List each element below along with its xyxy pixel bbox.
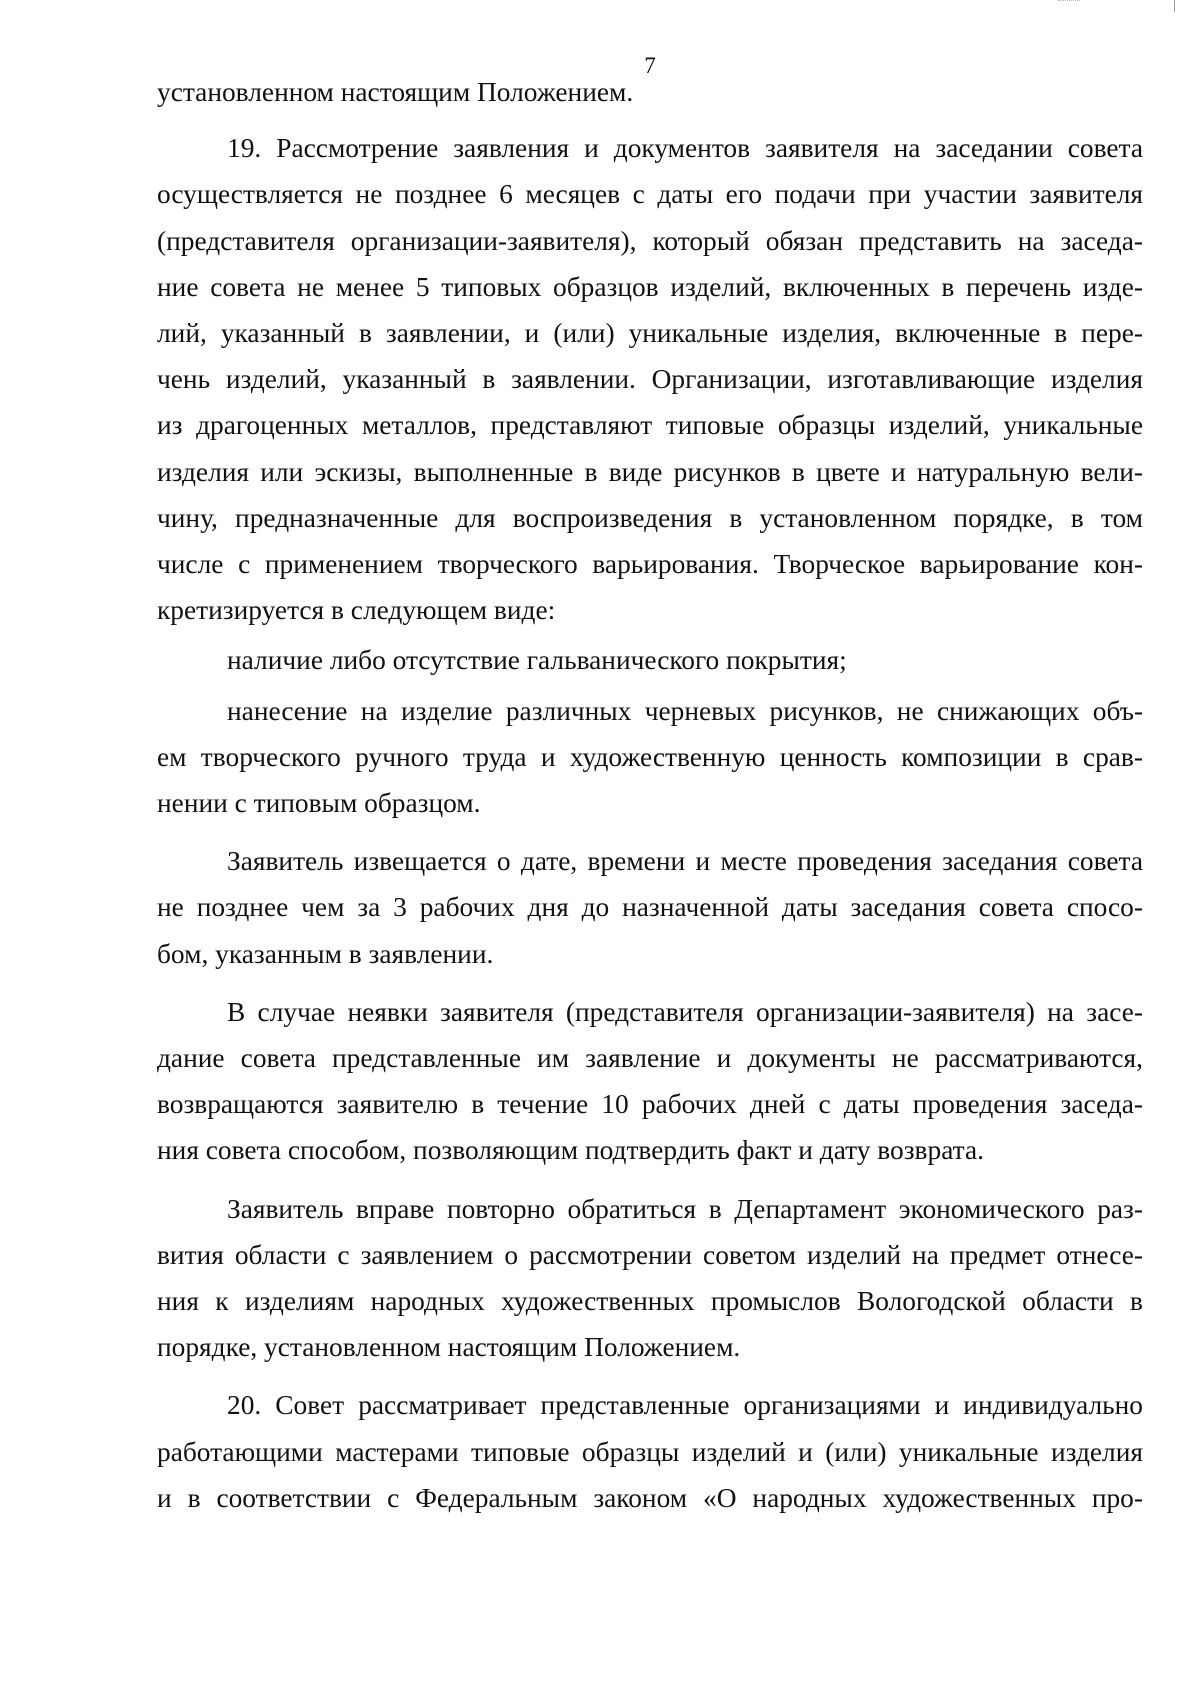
paragraph-line: установленном настоящим Положением. [157,77,634,107]
paragraph [157,125,1143,633]
paragraph-line: чень изделий, указанный в заявлении. Организации, изготавливающие изделия [157,364,1143,395]
paragraph-line: возвращаются заявителю в течение 10 рабочих дней с даты проведения заседа- [157,1089,1143,1120]
paragraph-line: наличие либо отсутствие гальванического покрытия; [227,645,847,676]
paragraph-line: ем творческого ручного труда и художественную ценность композиции в срав- [157,741,1143,772]
paragraph-line: порядке, установленном настоящим Положением. [157,1332,741,1363]
paragraph-line: Заявитель вправе повторно обратиться в Департамент экономического раз- [227,1193,1143,1224]
paragraph [157,989,1143,1174]
paragraph-line: чину, предназначенные для воспроизведения в установленном порядке, в том [157,502,1143,533]
paragraph [157,688,1143,827]
paragraph-line: изделия или эскизы, выполненные в виде рисунков в цвете и натуральную вели- [157,456,1143,487]
paragraph [157,637,1143,683]
paragraph-line: 20. Совет рассматривает представленные организациями и индивидуально [227,1390,1143,1421]
document-body [157,69,1143,1521]
paragraph-line: ние совета не менее 5 типовых образцов изделий, включенных в перечень изде- [157,271,1143,302]
paragraph-line: бом, указанным в заявлении. [157,938,494,969]
paragraph-line: дание совета представленные им заявление и документы не рассматриваются, [157,1043,1143,1074]
paragraph-line: нении с типовым образцом. [157,788,481,819]
paragraph-line: нанесение на изделие различных черневых рисунков, не снижающих объ- [227,695,1143,726]
paragraph-line: и в соответствии с Федеральным законом «О народных художественных про- [157,1482,1143,1513]
paragraph-line: В случае неявки заявителя (представителя организации-заявителя) на засе- [227,996,1143,1027]
paragraph [157,838,1143,977]
page-number: 7 [644,53,656,78]
paragraph-line: осуществляется не позднее 6 месяцев с даты его подачи при участии заявителя [157,179,1143,210]
paragraph [157,1382,1143,1521]
scan-artifact-mark [1058,0,1080,7]
paragraph-line: 19. Рассмотрение заявления и документов заявителя на заседании совета [227,133,1143,164]
paragraph-line: из драгоценных металлов, представляют типовые образцы изделий, уникальные [157,410,1143,441]
paragraph-line: Заявитель извещается о дате, времени и месте проведения заседания совета [227,846,1143,877]
paragraph [157,1186,1143,1371]
paragraph [157,69,1143,115]
paragraph-line: работающими мастерами типовые образцы изделий и (или) уникальные изделия [157,1436,1143,1467]
paragraph-line: кретизируется в следующем виде: [157,595,556,626]
paragraph-line: ния к изделиям народных художественных промыслов Вологодской области в [157,1286,1143,1317]
paragraph-line: лий, указанный в заявлении, и (или) уникальные изделия, включенные в пере- [157,318,1143,349]
scan-artifact-mark [1174,0,1177,12]
paragraph-line: (представителя организации-заявителя), который обязан представить на заседа- [157,225,1143,256]
paragraph-line: не позднее чем за 3 рабочих дня до назначенной даты заседания совета спосо- [157,892,1143,923]
paragraph-line: вития области с заявлением о рассмотрении советом изделий на предмет отнесе- [157,1239,1143,1270]
paragraph-line: числе с применением творческого варьирования. Творческое варьирование кон- [157,549,1143,580]
paragraph-line: ния совета способом, позволяющим подтвердить факт и дату возврата. [157,1135,984,1166]
